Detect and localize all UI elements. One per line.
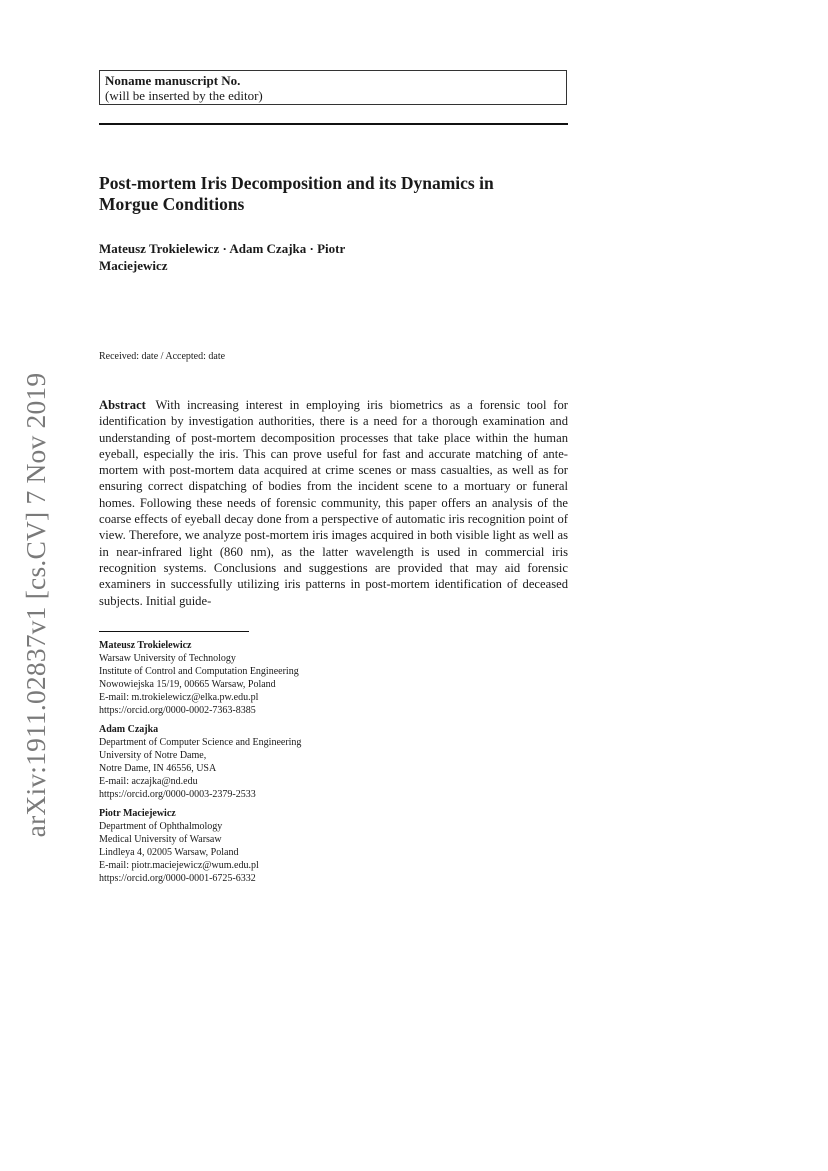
affiliation-czajka xyxy=(99,723,499,801)
affiliation-line: University of Notre Dame, xyxy=(99,750,207,761)
affiliation-line: Department of Computer Science and Engineering xyxy=(99,737,302,748)
title-line-2: Morgue Conditions xyxy=(99,194,245,214)
affiliation-orcid-link[interactable]: https://orcid.org/0000-0002-7363-8385 xyxy=(99,705,256,716)
manuscript-number: Noname manuscript No. xyxy=(105,73,241,88)
affiliation-trokielewicz xyxy=(99,639,499,717)
editor-note: (will be inserted by the editor) xyxy=(105,88,263,103)
title-line-1: Post-mortem Iris Decomposition and its Dynamics in xyxy=(99,173,494,193)
abstract-text: With increasing interest in employing iris biometrics as a forensic tool for identification by investigation authorities, there is a need for a thorough examination and understanding of post-mortem decomposition processes that take place within the human eyeball, especially the iris. This can prove useful for fast and accurate matching of ante-mortem with post-mortem data acquired at crime scenes or mass casualties, as well as for ensuring correct dispatching of bodies from the incident scene to a mortuary or funeral homes. Following these needs of forensic community, this paper offers an analysis of the coarse effects of eyeball decay done from a perspective of automatic iris recognition point of view. Therefore, we analyze post-mortem iris images acquired in both visible light as well as in near-infrared light (860 nm), as the latter wavelength is used in commercial iris recognition systems. Conclusions and suggestions are provided that may aid forensic examiners in successfully utilizing iris patterns in post-mortem identification of deceased subjects. Initial guide- xyxy=(99,398,568,608)
author-list xyxy=(99,240,399,274)
affiliation-orcid-link[interactable]: https://orcid.org/0000-0003-2379-2533 xyxy=(99,789,256,800)
manuscript-header-box xyxy=(99,70,567,105)
affiliation-line: Institute of Control and Computation Engineering xyxy=(99,666,299,677)
affiliation-line: Notre Dame, IN 46556, USA xyxy=(99,763,217,774)
affiliations xyxy=(99,639,499,891)
authors-line-1: Mateusz Trokielewicz · Adam Czajka · Piotr xyxy=(99,241,346,256)
affiliation-email[interactable]: E-mail: piotr.maciejewicz@wum.edu.pl xyxy=(99,860,259,871)
affiliation-maciejewicz xyxy=(99,807,499,885)
affiliation-name: Piotr Maciejewicz xyxy=(99,808,176,819)
affiliation-line: Nowowiejska 15/19, 00665 Warsaw, Poland xyxy=(99,679,276,690)
affiliation-email[interactable]: E-mail: aczajka@nd.edu xyxy=(99,776,198,787)
received-accepted-dates: Received: date / Accepted: date xyxy=(99,351,226,362)
affiliation-name: Mateusz Trokielewicz xyxy=(99,640,192,651)
header-rule xyxy=(99,123,568,125)
affiliation-line: Medical University of Warsaw xyxy=(99,834,222,845)
authors-line-2: Maciejewicz xyxy=(99,258,168,273)
affiliation-email[interactable]: E-mail: m.trokielewicz@elka.pw.edu.pl xyxy=(99,692,259,703)
paper-title xyxy=(99,173,559,215)
arxiv-sidebar xyxy=(14,365,58,845)
footnote-rule xyxy=(99,631,249,632)
affiliation-line: Warsaw University of Technology xyxy=(99,653,236,664)
abstract-label: Abstract xyxy=(99,398,146,412)
affiliation-line: Department of Ophthalmology xyxy=(99,821,223,832)
abstract xyxy=(99,397,568,609)
affiliation-orcid-link[interactable]: https://orcid.org/0000-0001-6725-6332 xyxy=(99,873,256,884)
affiliation-name: Adam Czajka xyxy=(99,724,159,735)
arxiv-identifier[interactable]: arXiv:1911.02837v1 [cs.CV] 7 Nov 2019 xyxy=(20,372,51,838)
affiliation-line: Lindleya 4, 02005 Warsaw, Poland xyxy=(99,847,239,858)
